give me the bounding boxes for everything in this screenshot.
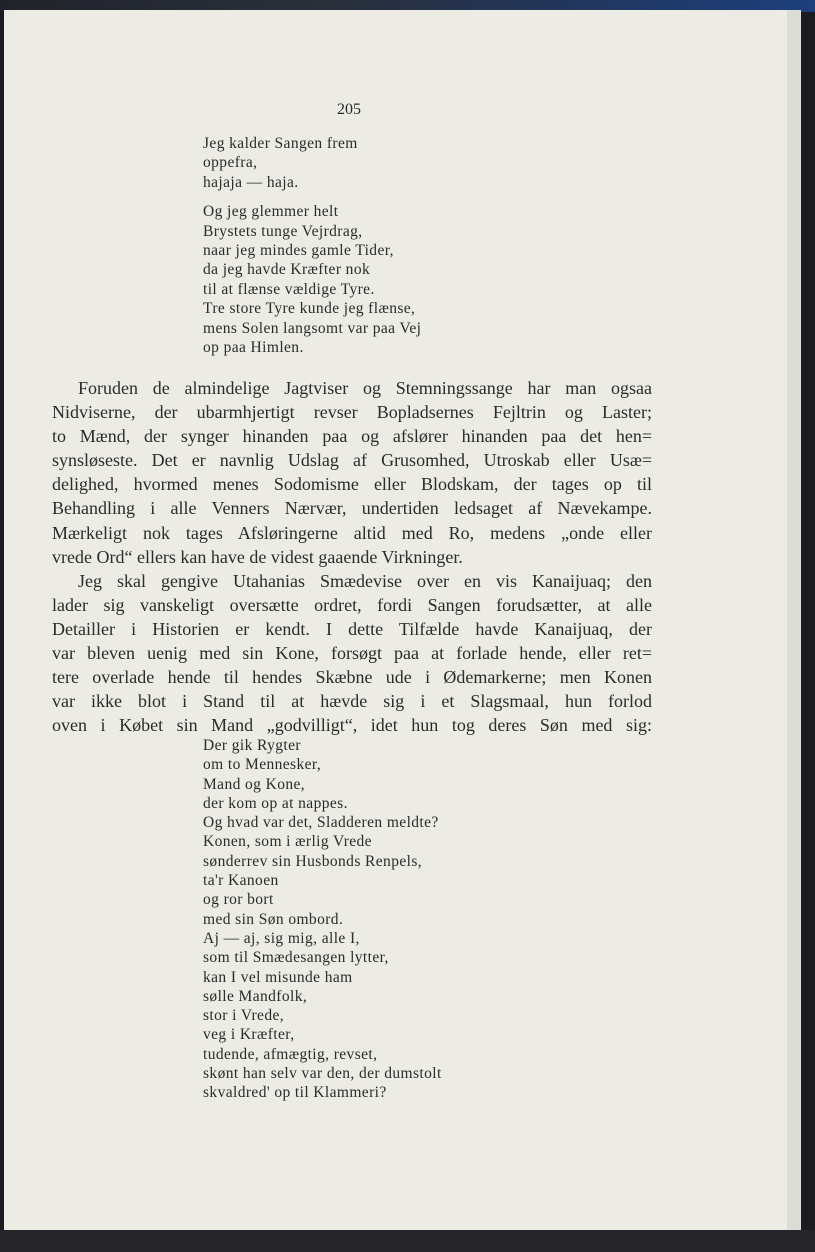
verse-line: Aj — aj, sig mig, alle I,	[203, 929, 360, 947]
verse-bottom	[203, 736, 442, 1103]
verse-line: ta'r Kanoen	[203, 872, 279, 890]
text-line: delighed, hvormed menes Sodomisme eller Blodskam, der tages op til	[52, 474, 652, 495]
verse-line: mens Solen langsomt var paa Vej	[203, 319, 422, 337]
verse-line: Og hvad var det, Sladderen meldte?	[203, 814, 439, 832]
verse-line: med sin Søn ombord.	[203, 910, 344, 928]
verse-line: skvaldred' op til Klammeri?	[203, 1084, 387, 1102]
text-line: Foruden de almindelige Jagtviser og Stemningssange har man ogsaa	[78, 378, 652, 398]
text-line: to Mænd, der synger hinanden paa og afslører hinanden paa det hen=	[52, 426, 652, 447]
prose-body	[52, 376, 652, 737]
page-number: 205	[337, 101, 361, 118]
verse-line: skønt han selv var den, der dumstolt	[203, 1065, 442, 1083]
verse-line: da jeg havde Kræfter nok	[203, 261, 371, 279]
text-line: vrede Ord“ ellers kan have de videst gaaende Virkninger.	[52, 546, 463, 567]
verse-line: der kom op at nappes.	[203, 794, 348, 812]
text-line: Detailler i Historien er kendt. I dette Tilfælde havde Kanaijuaq, der	[52, 618, 652, 639]
verse-line: Tre store Tyre kunde jeg flænse,	[203, 300, 416, 318]
verse-line: op paa Himlen.	[203, 338, 304, 356]
book-edge-bottom	[0, 1230, 815, 1252]
paragraph-1	[52, 376, 652, 569]
text-line: Behandling i alle Venners Nærvær, undertiden ledsaget af Nævekampe.	[52, 498, 652, 519]
text-line: Nidviserne, der ubarmhjertigt revser Bopladsernes Fejltrin og Laster;	[52, 402, 652, 423]
verse-line: Brystets tunge Vejrdrag,	[203, 222, 363, 240]
verse-line: sølle Mandfolk,	[203, 987, 308, 1005]
verse-line: Konen, som i ærlig Vrede	[203, 833, 372, 851]
verse-top	[203, 134, 421, 357]
text-line: var bleven uenig med sin Kone, forsøgt paa at forlade hende, eller ret=	[52, 643, 652, 664]
verse-line: og ror bort	[203, 891, 274, 909]
verse-line: til at flænse vældige Tyre.	[203, 280, 375, 298]
verse-line: Der gik Rygter	[203, 737, 301, 754]
verse-line: naar jeg mindes gamle Tider,	[203, 241, 394, 259]
text-line: synsløseste. Det er navnlig Udslag af Grusomhed, Utroskab eller Usæ=	[52, 450, 652, 471]
verse-line: sønderrev sin Husbonds Renpels,	[203, 852, 423, 870]
text-line: Mærkeligt nok tages Afsløringerne altid med Ro, medens „onde eller	[52, 522, 652, 543]
verse-line: tudende, afmægtig, revset,	[203, 1045, 378, 1063]
text-line: tere overlade hende til hendes Skæbne ude i Ødemarkerne; men Konen	[52, 667, 652, 688]
verse-line: Og jeg glemmer helt	[203, 203, 339, 221]
verse-line: stor i Vrede,	[203, 1007, 285, 1025]
verse-line: kan I vel misunde ham	[203, 968, 353, 986]
verse-line: hajaja — haja.	[203, 173, 299, 191]
verse-line: som til Smædesangen lytter,	[203, 949, 389, 967]
book-page	[4, 10, 801, 1232]
verse-line: om to Mennesker,	[203, 756, 322, 774]
text-line: Jeg skal gengive Utahanias Smædevise over en vis Kanaijuaq; den	[78, 570, 652, 591]
paragraph-2	[52, 569, 652, 738]
verse-line: Jeg kalder Sangen frem	[203, 135, 358, 152]
text-line: oven i Købet sin Mand „godvilligt“, idet hun tog deres Søn med sig:	[52, 715, 652, 736]
verse-line: Mand og Kone,	[203, 775, 306, 793]
verse-line: veg i Kræfter,	[203, 1026, 295, 1044]
verse-line: oppefra,	[203, 154, 258, 172]
text-line: var ikke blot i Stand til at hævde sig i et Slagsmaal, hun forlod	[52, 691, 652, 712]
text-line: lader sig vanskeligt oversætte ordret, fordi Sangen forudsætter, at alle	[52, 594, 652, 615]
